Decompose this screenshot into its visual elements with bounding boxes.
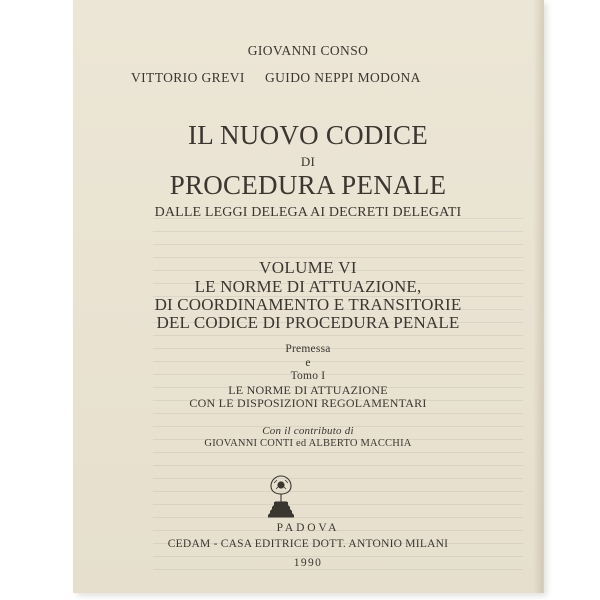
contributor-names: GIOVANNI CONTI ed ALBERTO MACCHIA xyxy=(204,438,412,449)
volume-title-line: DI COORDINAMENTO E TRANSITORIE xyxy=(154,295,462,314)
contribution-intro: Con il contributo di xyxy=(262,425,354,437)
tomo-title-line: CON LE DISPOSIZIONI REGOLAMENTARI xyxy=(189,396,427,410)
title-line-1: IL NUOVO CODICE xyxy=(187,120,429,150)
publisher-name: CEDAM - CASA EDITRICE DOTT. ANTONIO MILANI xyxy=(167,538,449,550)
author-grevi: VITTORIO GREVI xyxy=(131,70,245,85)
conjunction: e xyxy=(305,357,311,369)
publication-year: 1990 xyxy=(293,557,323,569)
volume-label: VOLUME VI xyxy=(259,258,357,277)
tomo-title-line: LE NORME DI ATTUAZIONE xyxy=(228,383,388,397)
tomo-label: Tomo I xyxy=(290,370,326,382)
volume-title-line: DEL CODICE DI PROCEDURA PENALE xyxy=(156,313,460,332)
title-line-2: DI xyxy=(300,154,316,169)
volume-title-line: LE NORME DI ATTUAZIONE, xyxy=(194,277,422,296)
premessa-label: Premessa xyxy=(285,343,331,355)
publisher-city: PADOVA xyxy=(276,522,340,534)
subtitle: DALLE LEGGI DELEGA AI DECRETI DELEGATI xyxy=(154,205,462,220)
author-conso: GIOVANNI CONSO xyxy=(247,43,369,58)
publisher-emblem-icon xyxy=(266,474,296,518)
title-line-3: PROCEDURA PENALE xyxy=(169,170,447,200)
title-page xyxy=(73,0,543,593)
author-neppi-modona: GUIDO NEPPI MODONA xyxy=(265,70,421,85)
